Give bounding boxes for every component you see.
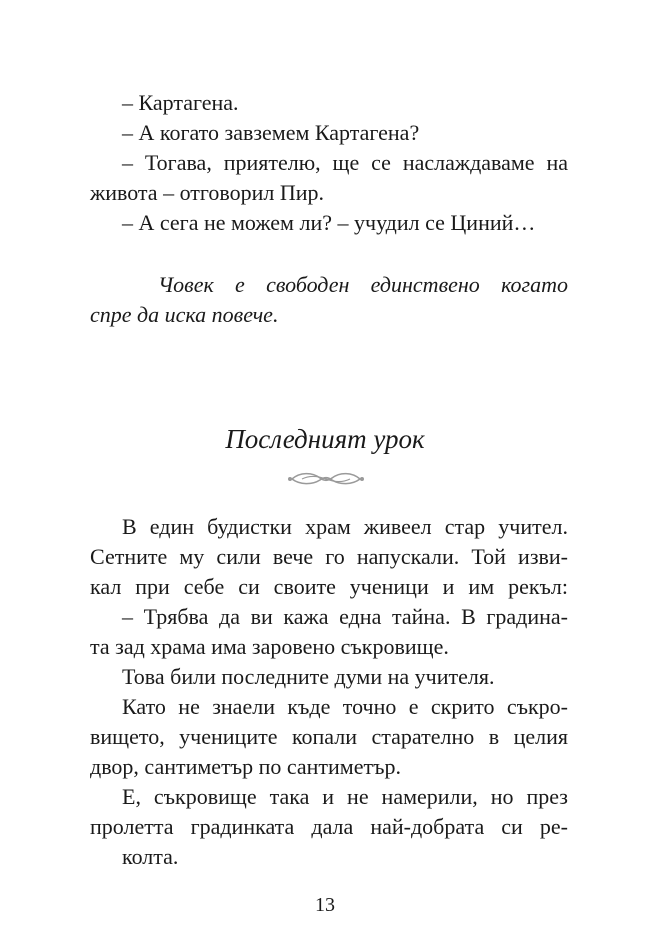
story-line-5: та зад храма има заровено съкровище. [90, 634, 449, 659]
story-line-8: вището, учениците копали старателно в целия [90, 724, 568, 749]
story-line-2: Сетните му сили вече го напускали. Той изви- [90, 544, 568, 569]
story-line-12: колта. [122, 844, 179, 869]
decorative-flourish-icon [286, 470, 366, 488]
dialogue-line-1: – Картагена. [122, 90, 239, 115]
story-line-3: кал при себе си своите ученици и им рекъл: [90, 574, 568, 599]
dialogue-line-3: – Тогава, приятелю, ще се наслаждаваме на [122, 150, 568, 175]
section-title: Последният урок [225, 424, 425, 454]
story-line-10: Е, съкровище така и не намерили, но през [122, 784, 568, 809]
story-line-7: Като не знаели къде точно е скрито съкро- [122, 694, 568, 719]
story-line-4: – Трябва да ви кажа една тайна. В градина- [122, 604, 568, 629]
moral-line-2: спре да иска повече. [90, 302, 279, 327]
dialogue-line-2: – А когато завземем Картагена? [122, 120, 420, 145]
story-line-11: пролетта градинката дала най-добрата си ре- [90, 814, 568, 839]
page-number: 13 [315, 894, 335, 916]
dialogue-line-5: – А сега не можем ли? – учудил се Циний… [122, 210, 536, 235]
story-line-6: Това били последните думи на учителя. [122, 664, 495, 689]
moral-line-1: Човек е свободен единствено когато [158, 272, 568, 297]
story-line-1: В един будистки храм живеел стар учител. [122, 514, 568, 539]
dialogue-line-4: живота – отговорил Пир. [90, 180, 325, 205]
story-line-9: двор, сантиметър по сантиметър. [90, 754, 401, 779]
